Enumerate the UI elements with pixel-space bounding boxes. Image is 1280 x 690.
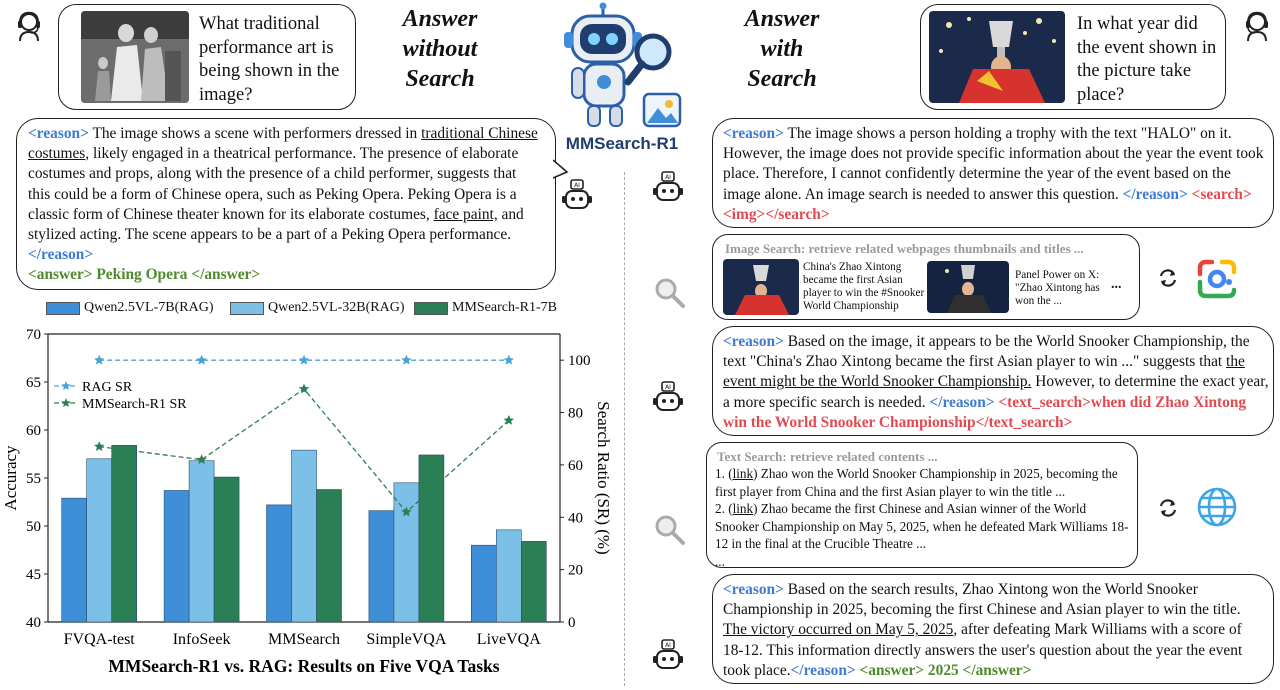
svg-text:AI: AI (665, 174, 671, 181)
line-point (94, 355, 104, 365)
reason-open-tag: <reason> (723, 333, 784, 350)
line-point (299, 384, 309, 394)
legend-label: MMSearch-R1 SR (82, 397, 187, 412)
user-headset-icon (1240, 8, 1274, 42)
refresh-icon (1156, 496, 1180, 520)
bar (164, 490, 189, 622)
y2-tick-label: 100 (568, 353, 591, 370)
x-tick-label: SimpleVQA (366, 631, 447, 648)
result-prefix: 2. ( (715, 501, 733, 516)
y-tick-label: 70 (26, 327, 41, 343)
refresh-icon (1156, 266, 1180, 290)
reasoning-bubble-1 (712, 118, 1274, 228)
answer-prose: , likely engaged in a theatrical performance. The presence of elaborate costumes and props, along with the presence of a child performer, suggests that this could be a form of Chinese opera, such as Peking Opera. Peking Opera is a classic form of Chinese theater known for its elaborate costumes, (28, 145, 519, 223)
answer-tag: <answer> Peking Opera </answer> (28, 266, 261, 284)
underlined-phrase: face paint, (433, 205, 498, 223)
result-link[interactable]: link (732, 466, 754, 481)
legend-label: Qwen2.5VL-7B(RAG) (84, 300, 214, 315)
bar (471, 545, 496, 622)
underlined-phrase: traditional Chinese costumes (28, 125, 538, 163)
robot-icon (651, 638, 685, 672)
x-tick-label: LiveVQA (476, 631, 541, 648)
left-question-text: What traditional performance art is being shown in the image? (199, 14, 340, 105)
robot-icon (651, 380, 685, 414)
results-ellipsis: ... (1111, 277, 1122, 292)
reasoning-text (723, 124, 1267, 225)
line-point (401, 355, 411, 365)
legend-label: MMSearch-R1-7B (452, 300, 557, 315)
text-search-header: Text Search: retrieve related contents ... (717, 449, 938, 464)
y2-tick-label: 20 (568, 562, 583, 579)
line-point (196, 355, 206, 365)
heading-answer-with-search (722, 4, 842, 94)
left-answer-text (28, 124, 542, 286)
heading-answer-without-search (380, 4, 500, 94)
legend-swatch (230, 302, 264, 315)
result-prefix: 1. ( (715, 466, 733, 481)
y-tick-label: 40 (26, 615, 41, 631)
reasoning-prose: However, to determine the exact year, a more specific search is needed. (723, 373, 1269, 411)
reasoning-prose: Based on the image, it appears to be the World Snooker Championship, the text "China's Zhao Xintong became the first Asian player to win ..." suggests that (723, 333, 1250, 371)
result-text: ) Zhao became the first Chinese and Asian winner of the World Snooker Championship on May 5, 2025, when he defeated Mark Williams 18-12 in the final at the Crucible Theatre ... (715, 501, 1129, 551)
bar (496, 530, 521, 622)
magnifier-icon (652, 275, 686, 309)
bar (189, 461, 214, 622)
line-point (61, 381, 71, 390)
mmsearch-robot-logo (558, 2, 688, 130)
image-search-header: Image Search: retrieve related webpages thumbnails and titles ... (725, 241, 1084, 256)
left-answer-bubble (16, 118, 556, 290)
vertical-divider (624, 172, 625, 686)
svg-text:AI: AI (574, 182, 580, 189)
x-tick-label: InfoSeek (172, 631, 231, 648)
chart-title: MMSearch-R1 vs. RAG: Results on Five VQA Tasks (108, 656, 500, 676)
line-point (504, 355, 514, 365)
robot-icon (560, 178, 594, 212)
right-question-bubble (920, 4, 1226, 110)
y2-tick-label: 40 (568, 510, 583, 527)
bar (62, 498, 87, 622)
heading-line: Search (405, 66, 475, 92)
bar (317, 490, 342, 622)
reasoning-bubble-2 (712, 326, 1274, 436)
heading-line: without (402, 36, 478, 62)
logo-label: MMSearch-R1 (565, 134, 679, 153)
y2-axis-label: Search Ratio (SR) (%) (594, 401, 613, 555)
reasoning-text (723, 580, 1257, 681)
bar (419, 455, 444, 622)
reasoning-prose: The image shows a person holding a trophy with the text "HALO" on it. However, the image does not provide specific information about the year the event took place. Therefore, I cannot confidently determine the year of the event based on the image alone. An image search is needed to answer this question. (723, 125, 1264, 203)
underlined-phrase: The victory occurred on May 5, 2025 (723, 621, 954, 639)
text-search-results (715, 465, 1133, 570)
line-point (61, 398, 71, 407)
bar (267, 505, 292, 622)
reason-close-tag: </reason> (929, 393, 995, 411)
opera-photo (81, 11, 189, 103)
underlined-phrase: the event might be the World Snooker Championship. (723, 353, 1245, 391)
result-link[interactable]: link (732, 501, 754, 516)
legend-label: Qwen2.5VL-32B(RAG) (268, 300, 405, 315)
reasoning-prose: , after defeating Mark Williams with a score of 18-12. This information directly answers the user's question about the year the event took place. (723, 621, 1243, 679)
search-result-item (715, 465, 1133, 500)
search-thumbnail (927, 261, 1009, 313)
line-point (299, 355, 309, 365)
vqa-chart (0, 318, 620, 690)
y-tick-label: 50 (26, 519, 41, 535)
legend-item (230, 300, 404, 316)
search-thumbnail (723, 259, 799, 315)
left-question-bubble (58, 4, 356, 110)
heading-line: Answer (744, 6, 820, 32)
line-point (94, 441, 104, 451)
legend-swatch (414, 302, 448, 315)
answer-prose: and stylized acting. The scene appears to be a part of a Peking Opera performance. (28, 205, 524, 244)
reasoning-text (723, 332, 1269, 433)
google-lens-icon (1196, 258, 1238, 300)
y-axis-label: Accuracy (1, 445, 20, 511)
text-search-bubble (706, 442, 1138, 568)
image-search-bubble (712, 234, 1140, 320)
right-question-text: In what year did the event shown in the picture take place? (1077, 14, 1217, 105)
legend-label: RAG SR (82, 380, 133, 395)
bar (521, 541, 546, 622)
globe-icon (1196, 486, 1238, 528)
magnifier-icon (652, 512, 686, 546)
y-tick-label: 65 (26, 375, 41, 391)
search-call-tag: <search><img></search> (723, 185, 1252, 223)
y2-tick-label: 80 (568, 405, 583, 422)
reason-open-tag: <reason> (723, 581, 784, 598)
bar (292, 450, 317, 622)
legend-swatch (46, 302, 80, 315)
reason-close-tag: </reason> (1122, 185, 1188, 203)
search-result-title: China's Zhao Xintong became the first Asian player to win the #Snooker World Championship (803, 261, 925, 312)
reasoning-bubble-3 (712, 574, 1274, 684)
svg-text:AI: AI (665, 642, 671, 649)
heading-line: Answer (402, 6, 478, 32)
bar (394, 483, 419, 622)
heading-line: Search (747, 66, 817, 92)
y-tick-label: 55 (26, 471, 41, 487)
svg-text:AI: AI (665, 384, 671, 391)
answer-tag: <answer> 2025 </answer> (855, 661, 1032, 679)
reason-open-tag: <reason> (28, 125, 89, 142)
robot-icon (651, 170, 685, 204)
search-result-title: Panel Power on X: "Zhao Xintong has won the ... (1015, 269, 1100, 307)
y-tick-label: 60 (26, 423, 41, 439)
reasoning-prose: Based on the search results, Zhao Xintong won the World Snooker Championship in 2025, becoming the first Chinese and Asian player to win the title. (723, 581, 1241, 619)
x-tick-label: FVQA-test (63, 631, 135, 648)
legend-item (414, 300, 557, 316)
result-text: ) Zhao won the World Snooker Championship in 2025, becoming the first player from China and the first Asian player to win the title ... (715, 466, 1118, 499)
answer-prose: The image shows a scene with performers dressed in (88, 125, 422, 142)
trophy-photo (929, 11, 1065, 103)
bar (112, 445, 137, 622)
y-tick-label: 45 (26, 567, 41, 583)
reason-open-tag: <reason> (723, 125, 784, 142)
user-headset-icon (12, 8, 46, 42)
bar (87, 459, 112, 622)
y2-tick-label: 0 (568, 615, 576, 631)
bar (369, 511, 394, 622)
reason-close-tag: </reason> (28, 246, 94, 264)
bar (214, 477, 239, 622)
results-ellipsis: ... (715, 553, 725, 569)
text-search-call-tag: <text_search>when did Zhao Xintong win the World Snooker Championship</text_search> (723, 393, 1247, 431)
search-result-item (715, 500, 1133, 553)
reason-close-tag: </reason> (790, 661, 856, 679)
legend-item (46, 300, 213, 316)
x-tick-label: MMSearch (268, 631, 340, 648)
chart-legend (40, 300, 580, 320)
y2-tick-label: 60 (568, 457, 583, 474)
heading-line: with (760, 36, 804, 62)
